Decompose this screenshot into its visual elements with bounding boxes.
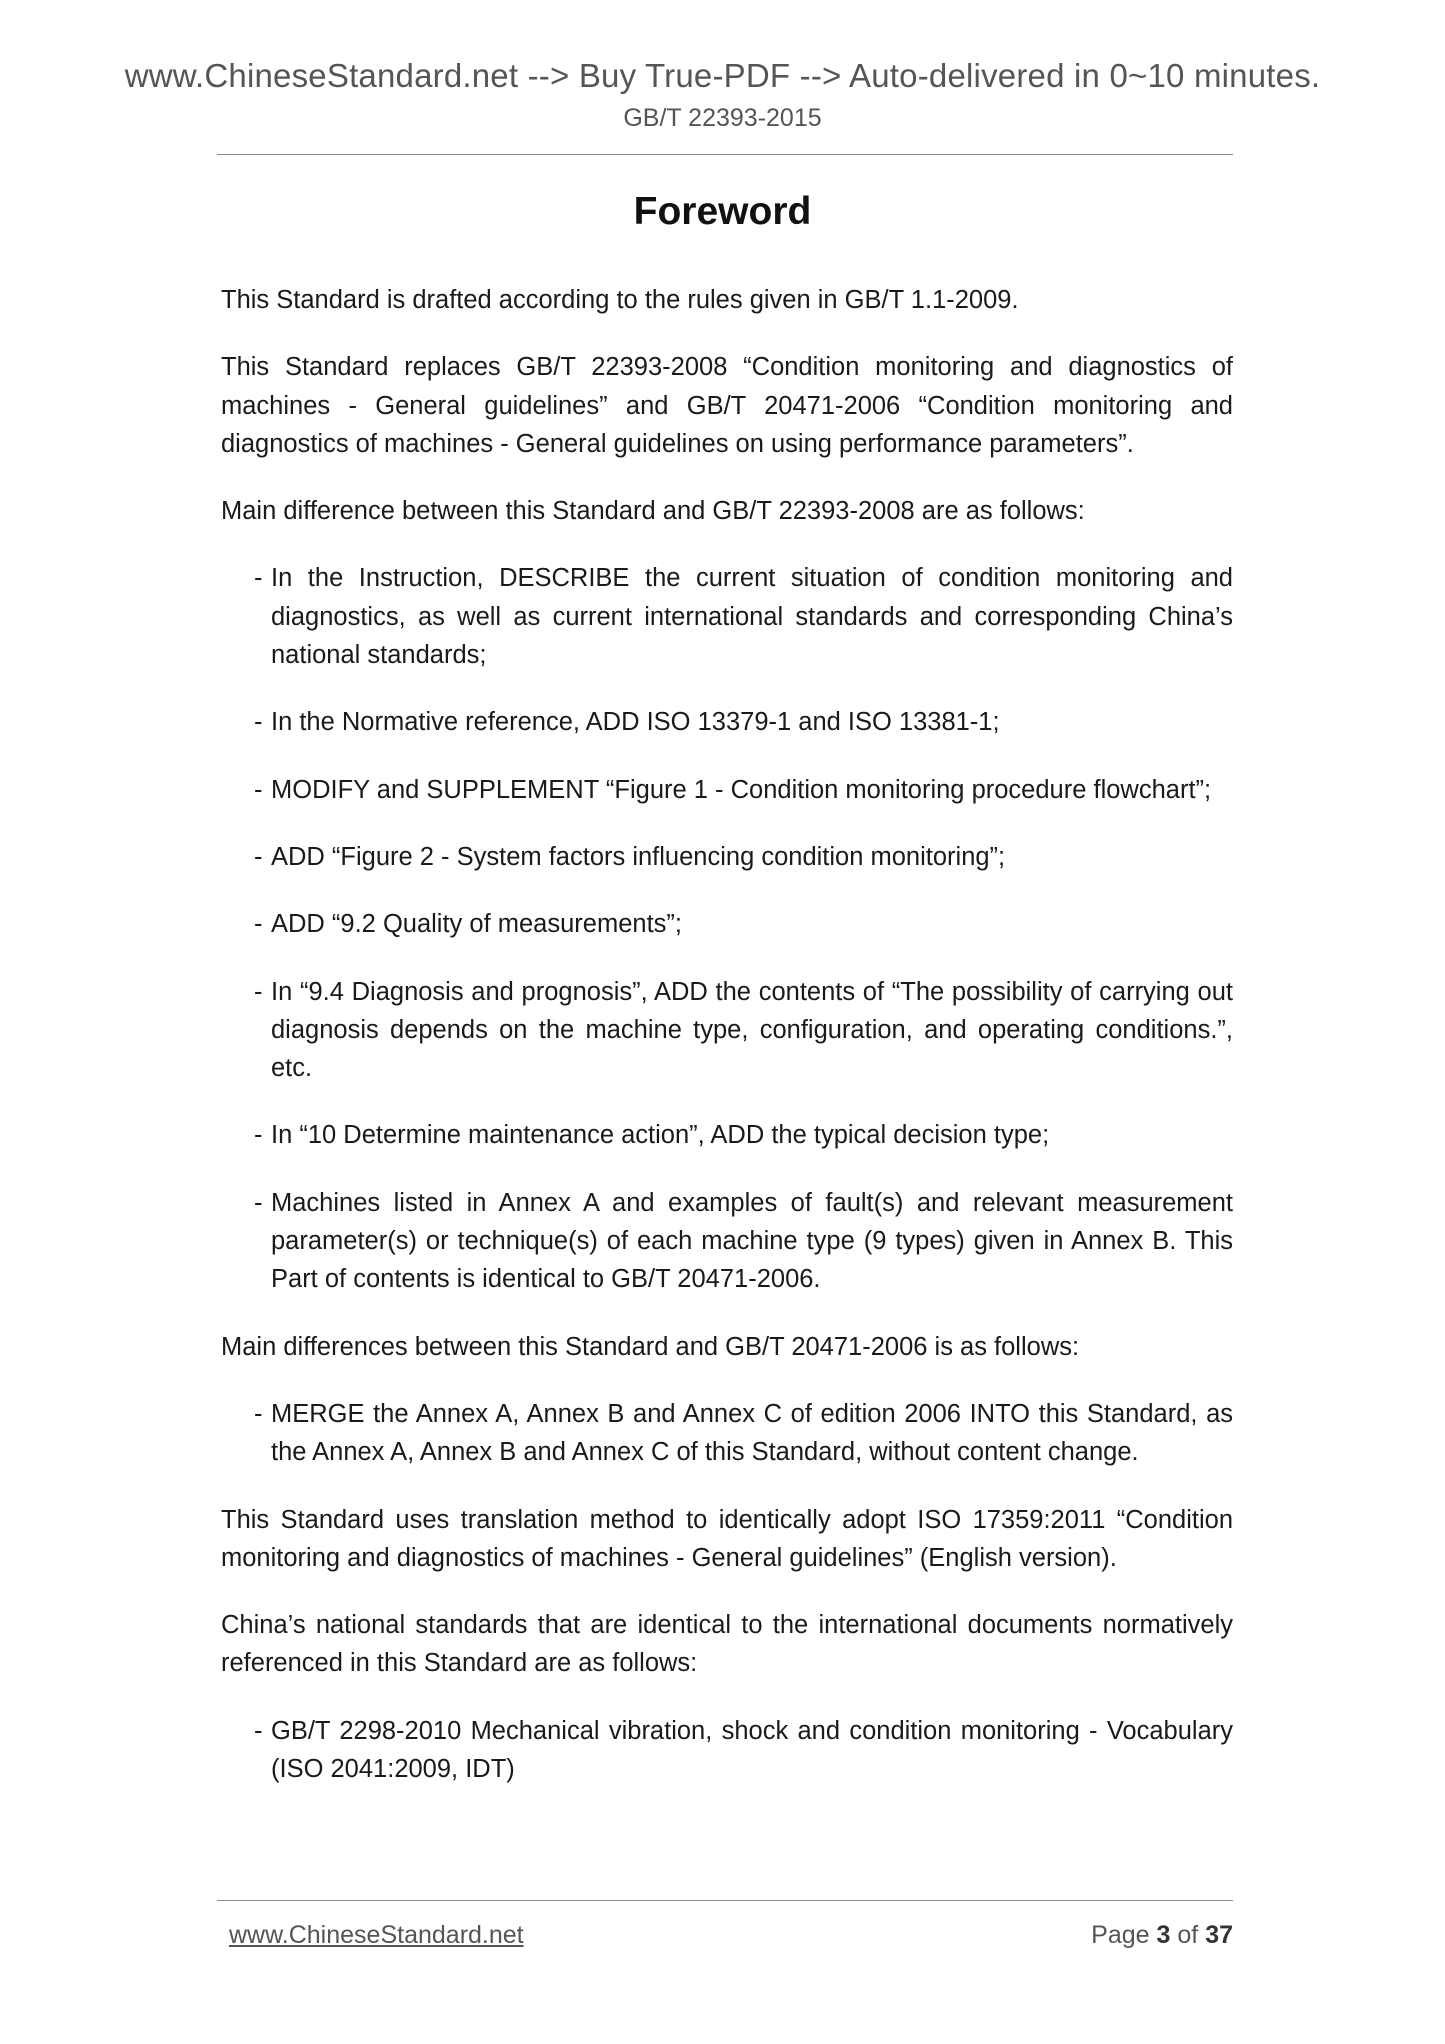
list-item (221, 1116, 1233, 1154)
standard-code: GB/T 22393-2015 (623, 104, 822, 132)
list-item (221, 559, 1233, 674)
page-footer (229, 1917, 1233, 1953)
page-header (0, 56, 1445, 134)
list-dash: - (254, 1121, 263, 1150)
list-item-text: In the Instruction, DESCRIBE the current situation of condition monitoring and diagnostics, as well as current international standards and corresponding China’s national standards; (271, 564, 1233, 670)
list-dash: - (254, 910, 263, 939)
list-dash: - (254, 1188, 263, 1217)
list-item (221, 703, 1233, 741)
list-item (221, 905, 1233, 943)
list-item-text: GB/T 2298-2010 Mechanical vibration, shock and condition monitoring - Vocabulary (ISO 2041:2009, IDT) (271, 1716, 1233, 1784)
paragraph: This Standard is drafted according to the rules given in GB/T 1.1-2009. (221, 286, 1019, 314)
list-item-text: In “9.4 Diagnosis and prognosis”, ADD the contents of “The possibility of carrying out diagnosis depends on the machine type, configuration, and operating conditions.”, etc. (271, 977, 1233, 1083)
list-item (221, 1184, 1233, 1299)
page-of: of (1177, 1921, 1199, 1949)
list-item-text: MERGE the Annex A, Annex B and Annex C of edition 2006 INTO this Standard, as the Annex A, Annex B and Annex C of this Standard, without content change. (271, 1399, 1233, 1467)
list-dash: - (254, 775, 263, 804)
list-item (221, 838, 1233, 876)
page-indicator (1091, 1917, 1233, 1953)
site-link[interactable]: www.ChineseStandard.net (229, 1921, 524, 1949)
list-dash: - (254, 1716, 263, 1745)
header-divider (217, 154, 1233, 155)
list-item-text: ADD “9.2 Quality of measurements”; (271, 910, 682, 939)
list-item (221, 1395, 1233, 1472)
footer-divider (217, 1900, 1233, 1901)
list-dash: - (254, 842, 263, 871)
paragraph: Main differences between this Standard and GB/T 20471-2006 is as follows: (221, 1332, 1080, 1361)
list-dash: - (254, 708, 263, 737)
list-item-text: MODIFY and SUPPLEMENT “Figure 1 - Condition monitoring procedure flowchart”; (271, 775, 1212, 804)
page-word: Page (1091, 1921, 1150, 1949)
page-total: 37 (1205, 1921, 1233, 1949)
list-dash: - (254, 977, 263, 1006)
paragraph: Main difference between this Standard and GB/T 22393-2008 are as follows: (221, 497, 1085, 526)
list-item-text: ADD “Figure 2 - System factors influencing condition monitoring”; (271, 842, 1006, 871)
list-dash: - (254, 1399, 263, 1428)
paragraph: This Standard uses translation method to identically adopt ISO 17359:2011 “Condition monitoring and diagnostics of machines - General guidelines” (English version). (221, 1505, 1233, 1572)
list-item (221, 771, 1233, 809)
list-dash: - (254, 564, 263, 593)
document-body (221, 281, 1233, 1817)
promo-banner: www.ChineseStandard.net --> Buy True-PDF --> Auto-delivered in 0~10 minutes. (124, 57, 1321, 94)
list-item-text: In the Normative reference, ADD ISO 13379-1 and ISO 13381-1; (271, 708, 1000, 737)
page-title: Foreword (633, 190, 812, 233)
paragraph: China’s national standards that are identical to the international documents normatively referenced in this Standard are as follows: (221, 1611, 1233, 1678)
paragraph: This Standard replaces GB/T 22393-2008 “Condition monitoring and diagnostics of machines - General guidelines” and GB/T 20471-2006 “Condition monitoring and diagnostics of machines - General guidelines on using performance parameters”. (221, 353, 1233, 458)
list-item (221, 973, 1233, 1088)
list-item (221, 1712, 1233, 1789)
list-item-text: Machines listed in Annex A and examples of fault(s) and relevant measurement parameter(s) or technique(s) of each machine type (9 types) given in Annex B. This Part of contents is identical to GB/T 20471-2006. (271, 1188, 1233, 1294)
page-current: 3 (1156, 1921, 1171, 1949)
list-item-text: In “10 Determine maintenance action”, ADD the typical decision type; (271, 1121, 1050, 1150)
